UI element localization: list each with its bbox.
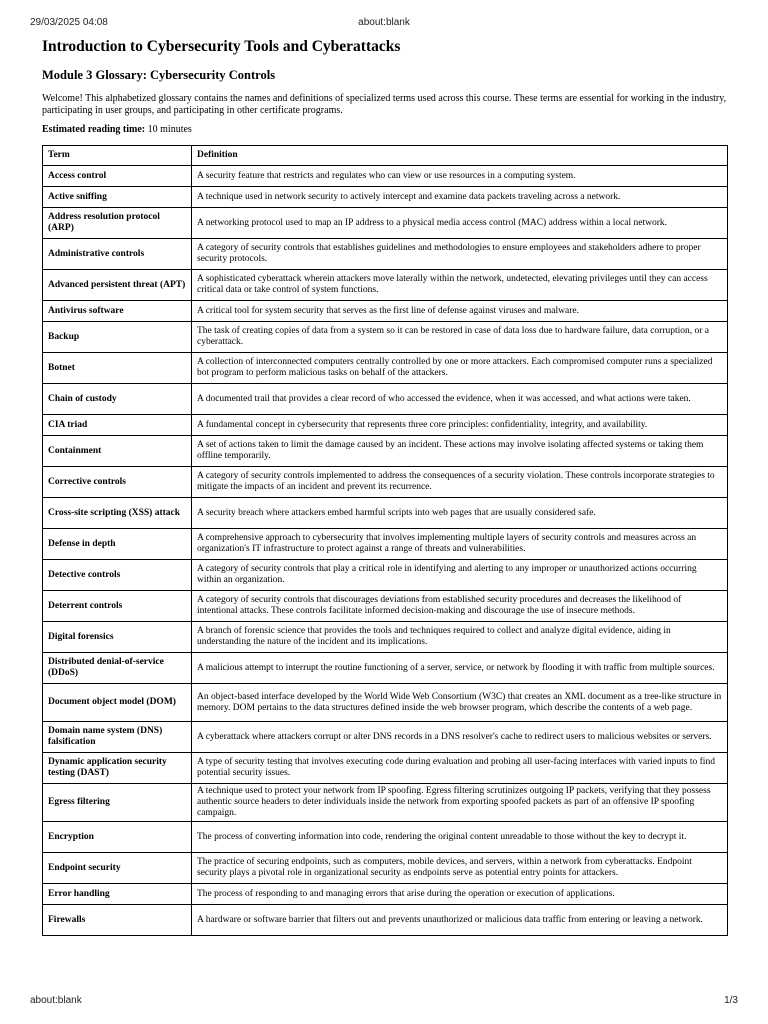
term-cell: Defense in depth [43,529,192,560]
table-row [43,498,728,529]
term-cell: Cross-site scripting (XSS) attack [43,498,192,529]
term-cell: Backup [43,322,192,353]
reading-time-value: 10 minutes [147,124,192,135]
definition-cell: The process of responding to and managing errors that arise during the operation or execution of applications. [192,884,728,905]
print-header [0,17,768,31]
term-cell: Endpoint security [43,853,192,884]
definition-cell: A critical tool for system security that serves as the first line of defense against viruses and malware. [192,301,728,322]
table-row [43,905,728,936]
term-cell: Error handling [43,884,192,905]
document-content [42,38,728,936]
definition-cell: A documented trail that provides a clear record of who accessed the evidence, when it was accessed, and what actions were taken. [192,384,728,415]
term-cell: Domain name system (DNS) falsification [43,722,192,753]
document-title: Introduction to Cybersecurity Tools and Cyberattacks [42,38,401,55]
term-cell: Document object model (DOM) [43,684,192,722]
reading-time-label: Estimated reading time: [42,124,146,135]
definition-cell: The practice of securing endpoints, such as computers, mobile devices, and servers, within a network from cyberattacks. Endpoint security plays a pivotal role in organizational security as endpoints serve as potential entry points for attackers. [192,853,728,884]
table-row [43,684,728,722]
term-cell: Digital forensics [43,622,192,653]
definition-cell: A technique used in network security to actively intercept and examine data packets traveling across a network. [192,187,728,208]
table-row [43,270,728,301]
definition-cell: A category of security controls implemented to address the consequences of a security violation. These controls incorporate strategies to mitigate the impacts of an incident and prevent its recurrence. [192,467,728,498]
table-row [43,722,728,753]
term-cell: Deterrent controls [43,591,192,622]
term-cell: Encryption [43,822,192,853]
definition-cell: A cyberattack where attackers corrupt or alter DNS records in a DNS resolver's cache to redirect users to malicious websites or servers. [192,722,728,753]
glossary-table [42,145,728,936]
term-cell: Dynamic application security testing (DAST) [43,753,192,784]
table-header-row [43,146,728,166]
term-cell: Access control [43,166,192,187]
definition-cell: A branch of forensic science that provides the tools and techniques required to collect and analyze digital evidence, aiding in understanding the nature of the incident and its implications. [192,622,728,653]
table-row [43,753,728,784]
reading-time [42,124,728,136]
table-row [43,784,728,822]
table-row [43,853,728,884]
table-row [43,529,728,560]
table-row [43,301,728,322]
table-row [43,622,728,653]
definition-cell: A collection of interconnected computers centrally controlled by one or more attackers. Each compromised computer runs a specialized bot program to perform malicious tasks on behalf of the attackers. [192,353,728,384]
term-cell: Address resolution protocol (ARP) [43,208,192,239]
term-cell: Administrative controls [43,239,192,270]
print-footer [0,995,768,1009]
term-cell: Botnet [43,353,192,384]
table-row [43,322,728,353]
term-cell: Distributed denial-of-service (DDoS) [43,653,192,684]
term-cell: Firewalls [43,905,192,936]
term-cell: Egress filtering [43,784,192,822]
table-row [43,467,728,498]
definition-cell: A category of security controls that discourages deviations from established security procedures and decreases the likelihood of intentional attacks. These controls facilitate informed decision-making and discourage the use of insecure methods. [192,591,728,622]
definition-cell: A category of security controls that establishes guidelines and methodologies to ensure employees and stakeholders adhere to proper security protocols. [192,239,728,270]
definition-cell: A set of actions taken to limit the damage caused by an incident. These actions may involve isolating affected systems or taking them offline temporarily. [192,436,728,467]
term-cell: Antivirus software [43,301,192,322]
print-page-title: about:blank [358,17,410,28]
definition-cell: A type of security testing that involves executing code during evaluation and probing all user-facing interfaces with varied inputs to find potential security issues. [192,753,728,784]
table-row [43,653,728,684]
table-row [43,239,728,270]
definition-cell: A technique used to protect your network from IP spoofing. Egress filtering scrutinizes outgoing IP packets, verifying that they possess authentic source headers to deter individuals inside the network from exporting spoofed packets as part of an offensive IP spoofing campaign. [192,784,728,822]
document-subtitle: Module 3 Glossary: Cybersecurity Controls [42,68,276,82]
intro-paragraph: Welcome! This alphabetized glossary contains the names and definitions of specialized terms used across this course. These terms are essential for working in the industry, participating in user groups, and participating in other certificate programs. [42,93,727,116]
print-datetime: 29/03/2025 04:08 [30,17,108,28]
table-row [43,822,728,853]
table-row [43,415,728,436]
term-cell: Active sniffing [43,187,192,208]
definition-cell: The process of converting information into code, rendering the original content unreadable to those without the key to decrypt it. [192,822,728,853]
table-row [43,884,728,905]
table-row [43,353,728,384]
table-row [43,187,728,208]
table-row [43,591,728,622]
print-url: about:blank [30,995,82,1006]
term-cell: Chain of custody [43,384,192,415]
definition-cell: A security breach where attackers embed harmful scripts into web pages that are usually considered safe. [192,498,728,529]
table-row [43,436,728,467]
definition-cell: A hardware or software barrier that filters out and prevents unauthorized or malicious data traffic from entering or leaving a network. [192,905,728,936]
table-row [43,166,728,187]
term-cell: Corrective controls [43,467,192,498]
definition-cell: A category of security controls that play a critical role in identifying and alerting to any improper or unauthorized actions occurring within an organization. [192,560,728,591]
definition-cell: A sophisticated cyberattack wherein attackers move laterally within the network, undetected, elevating privileges until they can access critical data or take control of system functions. [192,270,728,301]
table-row [43,384,728,415]
definition-cell: A comprehensive approach to cybersecurity that involves implementing multiple layers of security controls and measures across an organization's IT infrastructure to protect against a range of threats and vulnerabilities. [192,529,728,560]
definition-cell: The task of creating copies of data from a system so it can be restored in case of data loss due to hardware failure, data corruption, or a cyberattack. [192,322,728,353]
definition-cell: A malicious attempt to interrupt the routine functioning of a server, service, or network by flooding it with traffic from multiple sources. [192,653,728,684]
term-cell: Advanced persistent threat (APT) [43,270,192,301]
table-row [43,208,728,239]
definition-cell: An object-based interface developed by the World Wide Web Consortium (W3C) that creates an XML document as a tree-like structure in memory. DOM pertains to the data structures defined inside the web browser program, which describe the contents of a web page. [192,684,728,722]
definition-cell: A security feature that restricts and regulates who can view or use resources in a computing system. [192,166,728,187]
term-cell: Detective controls [43,560,192,591]
term-cell: Containment [43,436,192,467]
table-row [43,560,728,591]
definition-cell: A networking protocol used to map an IP address to a physical media access control (MAC) address within a local network. [192,208,728,239]
column-header-definition: Definition [192,146,728,166]
print-page-number: 1/3 [724,995,738,1006]
column-header-term: Term [43,146,192,166]
term-cell: CIA triad [43,415,192,436]
definition-cell: A fundamental concept in cybersecurity that represents three core principles: confidentiality, integrity, and availability. [192,415,728,436]
